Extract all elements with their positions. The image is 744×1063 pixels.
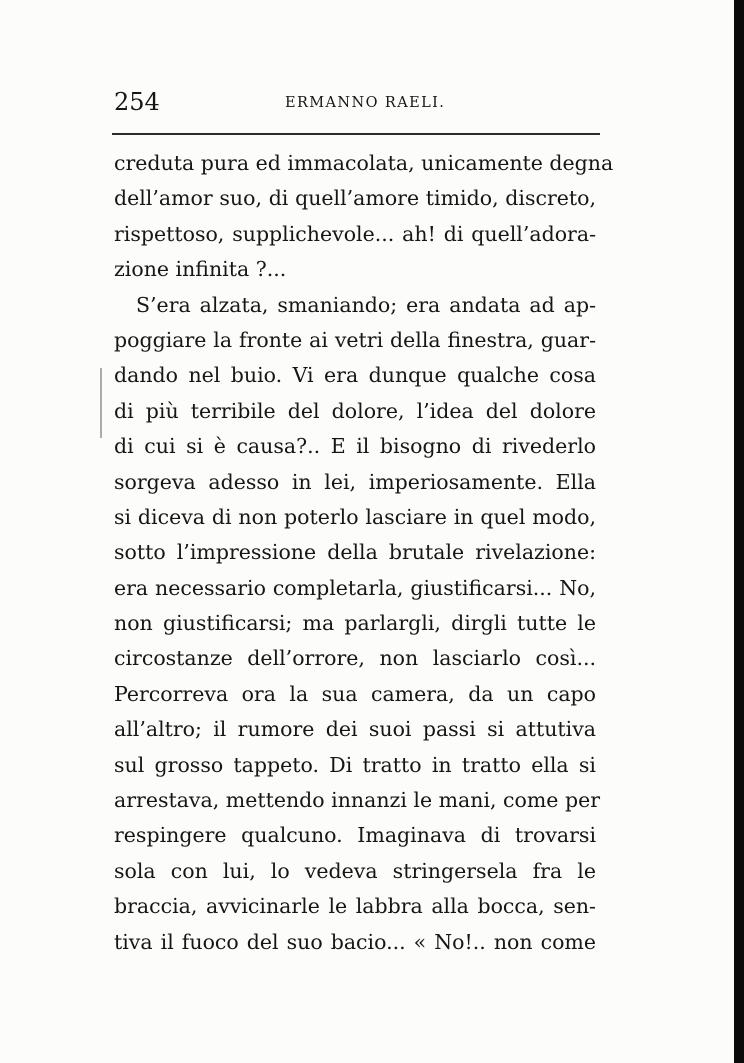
text-line: sul grosso tappeto. Di tratto in tratto ella si <box>114 752 596 777</box>
text-line: zione infinita ?... <box>114 257 287 282</box>
text-line: di più terribile del dolore, l’idea del dolore <box>114 398 596 423</box>
text-line: era necessario completarla, giustificarsi... No, <box>114 575 596 600</box>
text-line: poggiare la fronte ai vetri della finestra, guar- <box>114 327 596 352</box>
text-line: respingere qualcuno. Imaginava di trovarsi <box>114 823 596 848</box>
text-line: braccia, avvicinarle le labbra alla bocca, sen- <box>114 894 596 919</box>
text-line: si diceva di non poterlo lasciare in quel modo, <box>114 504 596 529</box>
text-line: circostanze dell’orrore, non lasciarlo così... <box>114 646 596 671</box>
text-line: di cui si è causa?.. E il bisogno di rivederlo <box>114 434 596 459</box>
body-text <box>114 146 614 960</box>
text-line: S’era alzata, smaniando; era andata ad ap- <box>136 292 596 317</box>
text-line: rispettoso, supplichevole... ah! di quell’adora- <box>114 221 596 246</box>
text-line: Percorreva ora la sua camera, da un capo <box>114 681 596 706</box>
text-line: non giustificarsi; ma parlargli, dirgli tutte le <box>114 611 596 636</box>
text-line: all’altro; il rumore dei suoi passi si attutiva <box>114 717 596 742</box>
text-line: sotto l’impressione della brutale rivelazione: <box>114 540 596 565</box>
text-line: arrestava, mettendo innanzi le mani, come per <box>114 788 601 813</box>
text-line: dell’amor suo, di quell’amore timido, discreto, <box>114 186 596 211</box>
page-number: 254 <box>114 88 160 116</box>
page-edge-shadow <box>734 0 744 1063</box>
text-line: sorgeva adesso in lei, imperiosamente. Ella <box>114 469 596 494</box>
text-line: dando nel buio. Vi era dunque qualche cosa <box>114 363 596 388</box>
running-title: ERMANNO RAELI. <box>285 95 446 111</box>
header-rule <box>112 133 600 135</box>
text-line: sola con lui, lo vedeva stringersela fra le <box>114 858 596 883</box>
text-line: tiva il fuoco del suo bacio... « No!.. non come <box>114 929 596 954</box>
margin-mark <box>100 368 102 438</box>
text-line: creduta pura ed immacolata, unicamente degna <box>114 151 614 175</box>
